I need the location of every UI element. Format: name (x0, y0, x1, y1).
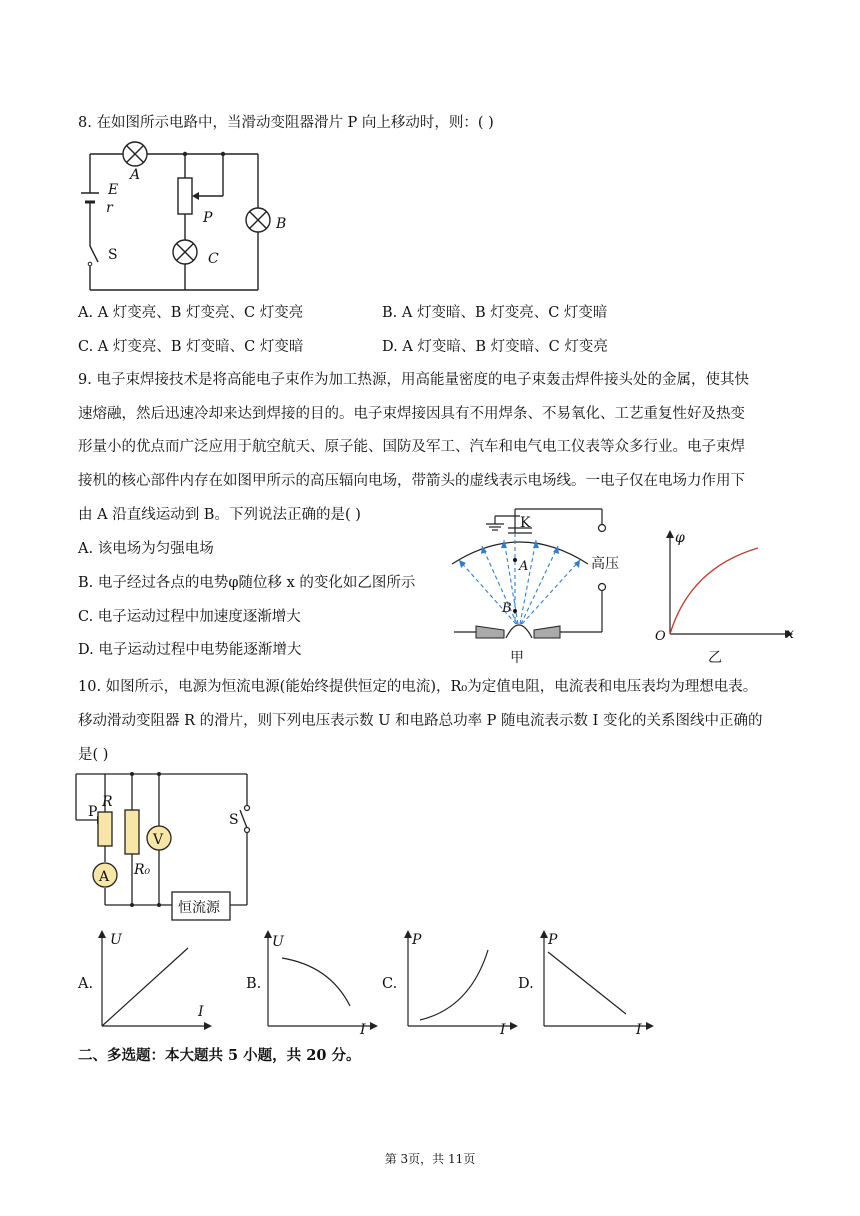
label-source: 恒流源 (178, 900, 220, 916)
section-2-heading: 二、多选题：本大题共 5 小题，共 20 分。 (78, 1047, 361, 1064)
label-phi: φ (675, 530, 685, 546)
q9-line-4: 接机的核心部件内存在如图甲所示的高压辐向电场，带箭头的虚线表示电场线。一电子仅在电场力作用下 (78, 473, 745, 489)
caption-jia: 甲 (510, 650, 524, 666)
q8-circuit-diagram (80, 138, 287, 296)
q10-line-3: 是( ) (78, 747, 109, 763)
label-a: A (130, 167, 141, 183)
slider-arrow (192, 192, 199, 200)
graph-b-y: U (272, 934, 284, 950)
q10-option-b-label: B. (246, 976, 262, 992)
label-slider-p: P (88, 804, 98, 820)
q9-line-2: 速熔融，然后迅速冷却来达到焊接的目的。电子束焊接因具有不用焊条、不易氧化、工艺重复性好及热变 (78, 406, 745, 422)
label-point-b: B (502, 601, 512, 616)
lamp-b-icon (246, 208, 270, 232)
q8-option-c: C. A 灯变亮、B 灯变暗、C 灯变暗 (78, 339, 304, 355)
graph-b-x: I (360, 1022, 366, 1038)
label-c: C (208, 251, 219, 267)
label-point-a: A (519, 559, 529, 574)
q10-graph-b (260, 930, 380, 1038)
q9-line-5: 由 A 沿直线运动到 B。下列说法正确的是( ) (78, 507, 361, 523)
q9-option-d: D. 电子运动过程中电势能逐渐增大 (78, 642, 302, 658)
label-r0: R₀ (134, 862, 151, 878)
q10-graph-a (94, 930, 214, 1035)
lamp-a-icon (123, 142, 147, 166)
q9-figure-yi (650, 528, 800, 668)
label-b: B (276, 216, 287, 232)
page-footer: 第 3页，共 11页 (384, 1152, 476, 1166)
q8-stem: 8. 在如图所示电路中，当滑动变阻器滑片 P 向上移动时，则：( ) (78, 115, 494, 131)
label-x: x (786, 626, 794, 642)
q9-line-1: 9. 电子束焊接技术是将高能电子束作为加工热源，用高能量密度的电子束轰击焊件接头处的金属，使其快 (78, 372, 749, 388)
label-k: K (520, 515, 531, 531)
caption-yi: 乙 (708, 650, 722, 666)
q10-circuit-diagram (72, 770, 262, 930)
svg-text:A: A (99, 869, 110, 885)
graph-a-y: U (110, 932, 122, 948)
q9-line-3: 形量小的优点而广泛应用于航空航天、原子能、国防及军工、汽车和电气电工仪表等众多行业。电子束焊 (78, 439, 745, 455)
lamp-c-icon (173, 240, 197, 264)
label-s: S (108, 247, 118, 263)
q9-option-b: B. 电子经过各点的电势φ随位移 x 的变化如乙图所示 (78, 575, 416, 591)
rheostat (178, 178, 192, 214)
label-r: r (106, 200, 113, 216)
switch-contact (88, 262, 92, 266)
label-r: R (102, 794, 113, 810)
label-origin: O (655, 629, 666, 644)
svg-text:V: V (153, 832, 164, 848)
q8-option-d: D. A 灯变暗、B 灯变暗、C 灯变亮 (382, 339, 608, 355)
q10-option-c-label: C. (382, 976, 398, 992)
q9-option-c: C. 电子运动过程中加速度逐渐增大 (78, 609, 301, 625)
graph-a-x: I (198, 1004, 204, 1020)
graph-d-x: I (636, 1022, 642, 1038)
label-p: P (203, 210, 213, 226)
phi-curve (670, 548, 758, 634)
q10-line-2: 移动滑动变阻器 R 的滑片，则下列电压表示数 U 和电路总功率 P 随电流表示数 I 变化的关系图线中正确的 (78, 713, 763, 729)
q10-graph-d (536, 930, 656, 1038)
q9-figure-jia (440, 500, 640, 668)
rheostat-r (98, 812, 112, 846)
graph-c-y: P (412, 932, 422, 948)
q10-option-a-label: A. (78, 976, 94, 992)
label-e: E (108, 182, 119, 198)
voltmeter-icon (147, 826, 171, 850)
q10-option-d-label: D. (518, 976, 534, 992)
graph-d-y: P (548, 932, 558, 948)
q10-graph-c (400, 930, 520, 1038)
anode-right (534, 626, 560, 638)
q8-option-b: B. A 灯变暗、B 灯变亮、C 灯变暗 (382, 305, 608, 321)
q10-line-1: 10. 如图所示，电源为恒流电源(能始终提供恒定的电流)，R₀为定值电阻，电流表和电压表均为理想电表。 (78, 679, 758, 695)
anode-left (476, 626, 504, 638)
ammeter-icon (93, 863, 117, 887)
q8-option-a: A. A 灯变亮、B 灯变亮、C 灯变亮 (78, 305, 304, 321)
q9-option-a: A. 该电场为匀强电场 (78, 541, 214, 557)
graph-c-x: I (500, 1022, 506, 1038)
label-high-voltage: 高压 (591, 556, 619, 572)
resistor-r0 (125, 810, 139, 854)
label-switch-s: S (229, 812, 239, 828)
